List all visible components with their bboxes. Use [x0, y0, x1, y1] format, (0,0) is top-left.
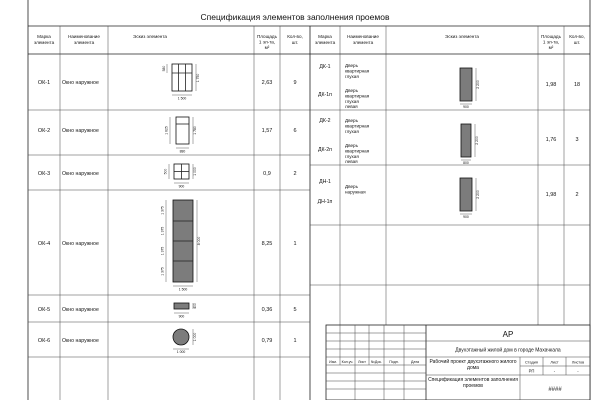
svg-text:ОК-2: ОК-2	[37, 128, 51, 134]
title-block	[326, 325, 590, 400]
svg-text:0,79: 0,79	[261, 338, 273, 344]
window-row-ok3	[38, 164, 297, 189]
svg-text:1 780: 1 780	[193, 126, 197, 135]
svg-text:ДК-1п: ДК-1п	[318, 92, 332, 98]
svg-text:1,98: 1,98	[545, 192, 557, 198]
svg-text:Окно наружное: Окно наружное	[62, 80, 99, 86]
svg-text:Наименование: Наименование	[68, 34, 100, 39]
svg-text:Площадь: Площадь	[257, 34, 277, 39]
svg-text:ДК-1: ДК-1	[319, 64, 331, 70]
svg-text:1 000: 1 000	[193, 332, 197, 342]
stamp-stage: РП	[528, 368, 535, 374]
svg-text:ДН-1п: ДН-1п	[317, 199, 333, 205]
window-row-ok5	[38, 303, 297, 319]
window-row-ok2	[38, 117, 297, 154]
svg-text:900: 900	[178, 184, 185, 189]
svg-text:1 000: 1 000	[176, 350, 186, 354]
stamp-sheet: -	[553, 368, 556, 374]
window-row-ok4	[38, 200, 297, 292]
sheet-title: Спецификация элементов заполнения проемов	[200, 12, 390, 22]
window-row-ok6	[38, 329, 297, 354]
table-header-right	[315, 34, 585, 50]
svg-text:ОК-1: ОК-1	[37, 80, 51, 86]
svg-text:18: 18	[573, 82, 581, 88]
svg-text:элемента: элемента	[73, 40, 95, 45]
window-sketch-ok6	[173, 329, 197, 354]
svg-text:Окно наружное: Окно наружное	[62, 307, 99, 313]
door-sketch-dk1	[460, 68, 480, 109]
window-row-ok1	[38, 64, 297, 101]
svg-text:1,98: 1,98	[545, 82, 557, 88]
svg-text:5: 5	[293, 307, 297, 313]
svg-text:ДК-2: ДК-2	[319, 118, 331, 124]
stamp-sheets: -	[577, 368, 579, 374]
svg-text:1: 1	[293, 241, 297, 247]
svg-text:1 625: 1 625	[164, 126, 169, 135]
svg-text:1: 1	[293, 338, 297, 344]
svg-text:Окно наружное: Окно наружное	[62, 128, 99, 134]
stamp-object: Двухэтажный жилой дом в городе Махачкала	[455, 347, 561, 354]
svg-text:Эскиз элемента: Эскиз элемента	[133, 34, 167, 39]
svg-text:800: 800	[463, 161, 469, 165]
svg-text:Дверьквартирнаяглухая: Дверь квартирная глухая	[345, 63, 370, 79]
svg-text:580: 580	[162, 65, 166, 72]
svg-text:1 000: 1 000	[193, 167, 197, 176]
door-row-dk2	[318, 118, 579, 165]
stamp-stage-header: Стадия	[525, 360, 538, 365]
svg-text:900: 900	[178, 314, 185, 319]
svg-text:6: 6	[293, 128, 297, 134]
door-sketch-dk2	[461, 124, 479, 165]
svg-text:Кол-во,: Кол-во,	[569, 34, 585, 39]
svg-text:8 000: 8 000	[197, 236, 201, 246]
svg-text:2 200: 2 200	[476, 80, 480, 89]
svg-text:Окно наружное: Окно наружное	[62, 338, 99, 344]
stamp-col-date: Дата	[411, 360, 419, 364]
svg-text:1 500: 1 500	[177, 96, 187, 101]
svg-text:Окно наружное: Окно наружное	[62, 241, 99, 247]
svg-text:Окно наружное: Окно наружное	[62, 171, 99, 177]
svg-text:3: 3	[575, 137, 579, 143]
svg-text:элемента: элемента	[314, 40, 336, 45]
svg-text:элемента: элемента	[352, 40, 374, 45]
window-sketch-ok2	[165, 117, 198, 154]
svg-text:8,25: 8,25	[261, 241, 273, 247]
svg-text:элемента: элемента	[33, 40, 55, 45]
svg-text:шт.: шт.	[573, 40, 581, 45]
stamp-sheet-header: Лист	[550, 360, 559, 365]
svg-text:ОК-4: ОК-4	[37, 241, 51, 247]
svg-text:Дверьквартирнаяглухая: Дверь квартирная глухая	[345, 118, 370, 134]
stamp-col-sheet: Лист	[358, 360, 366, 364]
svg-text:Площадь: Площадь	[541, 34, 561, 39]
svg-text:Марка: Марка	[37, 34, 51, 39]
stamp-code: АР	[502, 330, 514, 339]
svg-text:2: 2	[575, 192, 579, 198]
door-sketch-dn1	[460, 178, 480, 219]
svg-text:Дверьквартирнаяглухаялевая: Дверь квартирная глухая левая	[345, 88, 370, 110]
svg-text:ДК-2п: ДК-2п	[318, 147, 332, 153]
svg-text:1 750: 1 750	[196, 73, 200, 83]
svg-text:ОК-3: ОК-3	[37, 171, 51, 177]
stamp-org: ####	[548, 387, 562, 393]
svg-text:Дверьквартирнаяглухаялевая: Дверь квартирная глухая левая	[345, 143, 370, 165]
stamp-col-change: Изм.	[329, 360, 337, 364]
svg-text:Эскиз элемента: Эскиз элемента	[445, 34, 479, 39]
svg-text:ОК-6: ОК-6	[37, 338, 51, 344]
svg-text:Наименование: Наименование	[347, 34, 379, 39]
svg-text:м²: м²	[264, 45, 270, 50]
table-header-left	[34, 34, 303, 50]
svg-text:0,36: 0,36	[261, 307, 273, 313]
svg-text:1,57: 1,57	[261, 128, 273, 134]
svg-text:900: 900	[463, 215, 469, 219]
svg-text:1 эл-та,: 1 эл-та,	[542, 39, 560, 45]
svg-text:0,9: 0,9	[263, 171, 271, 177]
svg-text:1,76: 1,76	[545, 137, 557, 143]
stamp-col-doc: №Док.	[371, 360, 382, 364]
svg-text:1 375: 1 375	[160, 206, 165, 215]
svg-text:2: 2	[293, 171, 297, 177]
svg-text:9: 9	[293, 80, 297, 86]
svg-text:2 200: 2 200	[475, 136, 479, 145]
svg-text:Марка: Марка	[318, 34, 332, 39]
svg-text:м²: м²	[548, 45, 554, 50]
stamp-col-sign: Подп.	[389, 360, 399, 364]
door-row-dk1	[318, 63, 580, 109]
svg-text:1 500: 1 500	[178, 287, 188, 292]
stamp-project: Рабочий проект двухэтажного жилого дома	[429, 359, 517, 371]
svg-text:2 200: 2 200	[476, 190, 480, 199]
svg-text:1 375: 1 375	[160, 246, 165, 256]
door-row-dn1	[318, 178, 579, 219]
svg-text:500: 500	[163, 168, 168, 175]
svg-text:ОК-5: ОК-5	[37, 307, 51, 313]
window-sketch-ok1	[162, 64, 200, 101]
window-sketch-ok5	[174, 303, 197, 319]
svg-text:900: 900	[463, 105, 469, 109]
svg-text:1 375: 1 375	[160, 226, 165, 236]
svg-text:880: 880	[179, 149, 186, 154]
svg-text:Дверьнаружная: Дверь наружная	[345, 184, 366, 195]
svg-text:1 375: 1 375	[160, 267, 165, 276]
stamp-sheets-header: Листов	[571, 360, 585, 365]
svg-text:Кол-во,: Кол-во,	[287, 34, 303, 39]
stamp-col-count: Кол.уч.	[341, 360, 354, 364]
svg-text:2,63: 2,63	[261, 80, 273, 86]
svg-text:1 эл-та,: 1 эл-та,	[258, 39, 276, 45]
window-sketch-ok4	[161, 200, 202, 292]
svg-text:шт.: шт.	[291, 40, 299, 45]
window-sketch-ok3	[164, 164, 198, 189]
svg-text:ДН-1: ДН-1	[319, 179, 331, 185]
stamp-sheet-title: Спецификация элементов заполнения проемов	[428, 377, 518, 389]
svg-text:400: 400	[193, 303, 197, 309]
